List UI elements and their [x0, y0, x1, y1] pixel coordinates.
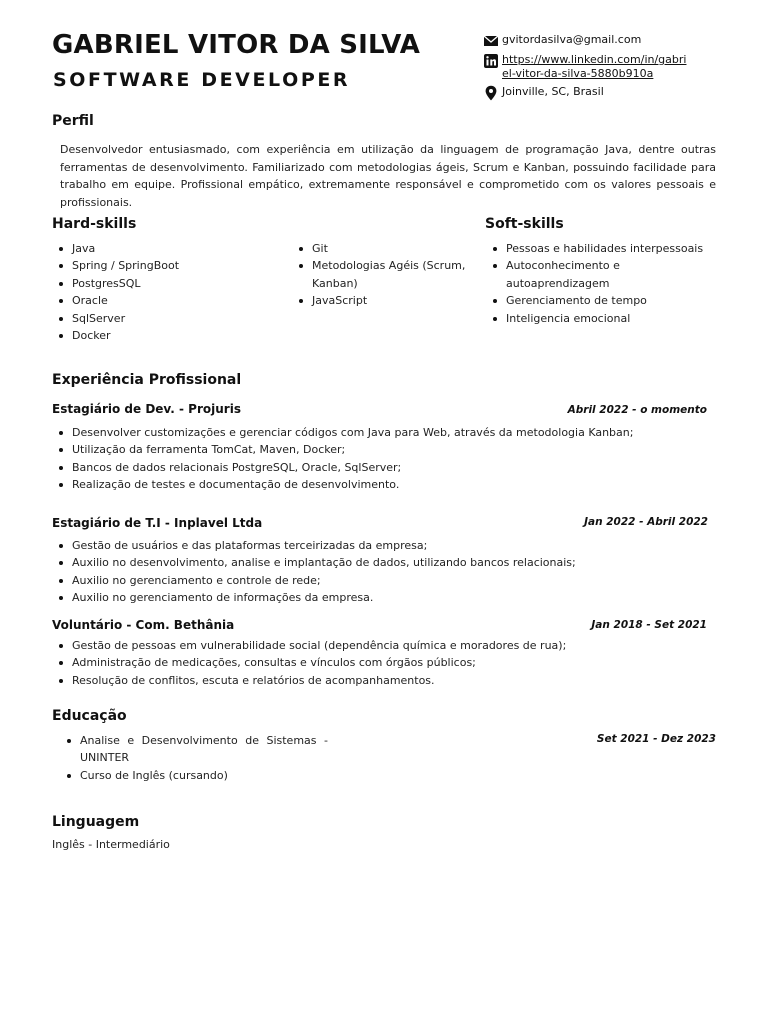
job-date: Abril 2022 - o momento — [567, 404, 707, 416]
list-item: Gerenciamento de tempo — [486, 292, 722, 309]
list-item: JavaScript — [292, 292, 472, 309]
job-date: Jan 2022 - Abril 2022 — [584, 516, 708, 528]
experience-heading: Experiência Profissional — [52, 372, 242, 388]
contact-block — [483, 33, 733, 105]
list-item: Pessoas e habilidades interpessoais — [486, 240, 722, 257]
job-date: Jan 2018 - Set 2021 — [591, 619, 707, 631]
location-text: Joinville, SC, Brasil — [502, 85, 604, 98]
contact-linkedin[interactable] — [483, 53, 733, 81]
list-item: Git — [292, 240, 472, 257]
list-item: PostgresSQL — [52, 275, 272, 292]
list-item: Realização de testes e documentação de desenvolvimento. — [52, 476, 732, 493]
job-duties-list — [52, 537, 732, 607]
list-item: SqlServer — [52, 310, 272, 327]
language-heading: Linguagem — [52, 814, 140, 830]
list-item: Utilização da ferramenta TomCat, Maven, Docker; — [52, 441, 732, 458]
soft-skills-list — [486, 240, 722, 327]
list-item: Spring / SpringBoot — [52, 257, 272, 274]
job-duties-list — [52, 424, 732, 494]
list-item: Curso de Inglês (cursando) — [60, 767, 328, 784]
contact-location — [483, 85, 733, 101]
hard-skills-list-2 — [292, 240, 472, 310]
list-item: Auxilio no gerenciamento de informações da empresa. — [52, 589, 732, 606]
hard-skills-heading: Hard-skills — [52, 216, 137, 232]
job-duties-list — [52, 637, 732, 689]
list-item: Gestão de pessoas em vulnerabilidade social (dependência química e moradores de rua); — [52, 637, 732, 654]
list-item: Bancos de dados relacionais PostgreSQL, Oracle, SqlServer; — [52, 459, 732, 476]
language-text: Inglês - Intermediário — [52, 838, 170, 851]
list-item: Auxilio no gerenciamento e controle de rede; — [52, 572, 732, 589]
education-date: Set 2021 - Dez 2023 — [596, 733, 716, 745]
list-item: Oracle — [52, 292, 272, 309]
list-item: Inteligencia emocional — [486, 310, 722, 327]
list-item: Metodologias Agéis (Scrum, Kanban) — [292, 257, 472, 292]
mail-icon — [483, 33, 499, 49]
profile-text: Desenvolvedor entusiasmado, com experiência em utilização da linguagem de programação Java, dentre outras ferramentas de desenvolvimento. Familiarizado com metodologias ágeis, Scrum e Kanban, possuindo facilidade para trabalho em equipe. Profissional empático, extremamente responsável e comprometido com os valores pessoais e profissionais. — [60, 143, 716, 209]
list-item: Administração de medicações, consultas e vínculos com órgãos públicos; — [52, 654, 732, 671]
list-item: Auxilio no desenvolvimento, analise e implantação de dados, utilizando bancos relacionais; — [52, 554, 732, 571]
candidate-role: SOFTWARE DEVELOPER — [53, 69, 351, 91]
list-item: Docker — [52, 327, 272, 344]
list-item: Desenvolver customizações e gerenciar códigos com Java para Web, através da metodologia Kanban; — [52, 424, 732, 441]
email-text[interactable]: gvitordasilva@gmail.com — [502, 33, 642, 46]
list-item: Autoconhecimento e autoaprendizagem — [486, 257, 722, 292]
contact-email[interactable] — [483, 33, 733, 49]
linkedin-icon — [483, 53, 499, 69]
list-item: Resolução de conflitos, escuta e relatórios de acompanhamentos. — [52, 672, 732, 689]
profile-heading: Perfil — [52, 113, 94, 129]
job-title: Voluntário - Com. Bethânia — [52, 618, 235, 632]
education-heading: Educação — [52, 708, 127, 724]
linkedin-link[interactable]: https://www.linkedin.com/in/gabriel-vitor-da-silva-5880b910a — [502, 53, 687, 80]
list-item: Gestão de usuários e das plataformas terceirizadas da empresa; — [52, 537, 732, 554]
location-pin-icon — [483, 85, 499, 101]
job-title: Estagiário de Dev. - Projuris — [52, 402, 241, 416]
candidate-name: GABRIEL VITOR DA SILVA — [52, 30, 421, 60]
hard-skills-list-1 — [52, 240, 272, 344]
job-title: Estagiário de T.I - Inplavel Ltda — [52, 516, 263, 530]
soft-skills-heading: Soft-skills — [485, 216, 564, 232]
list-item: Java — [52, 240, 272, 257]
list-item: Analise e Desenvolvimento de Sistemas - UNINTER — [60, 732, 328, 767]
education-list — [60, 732, 328, 784]
